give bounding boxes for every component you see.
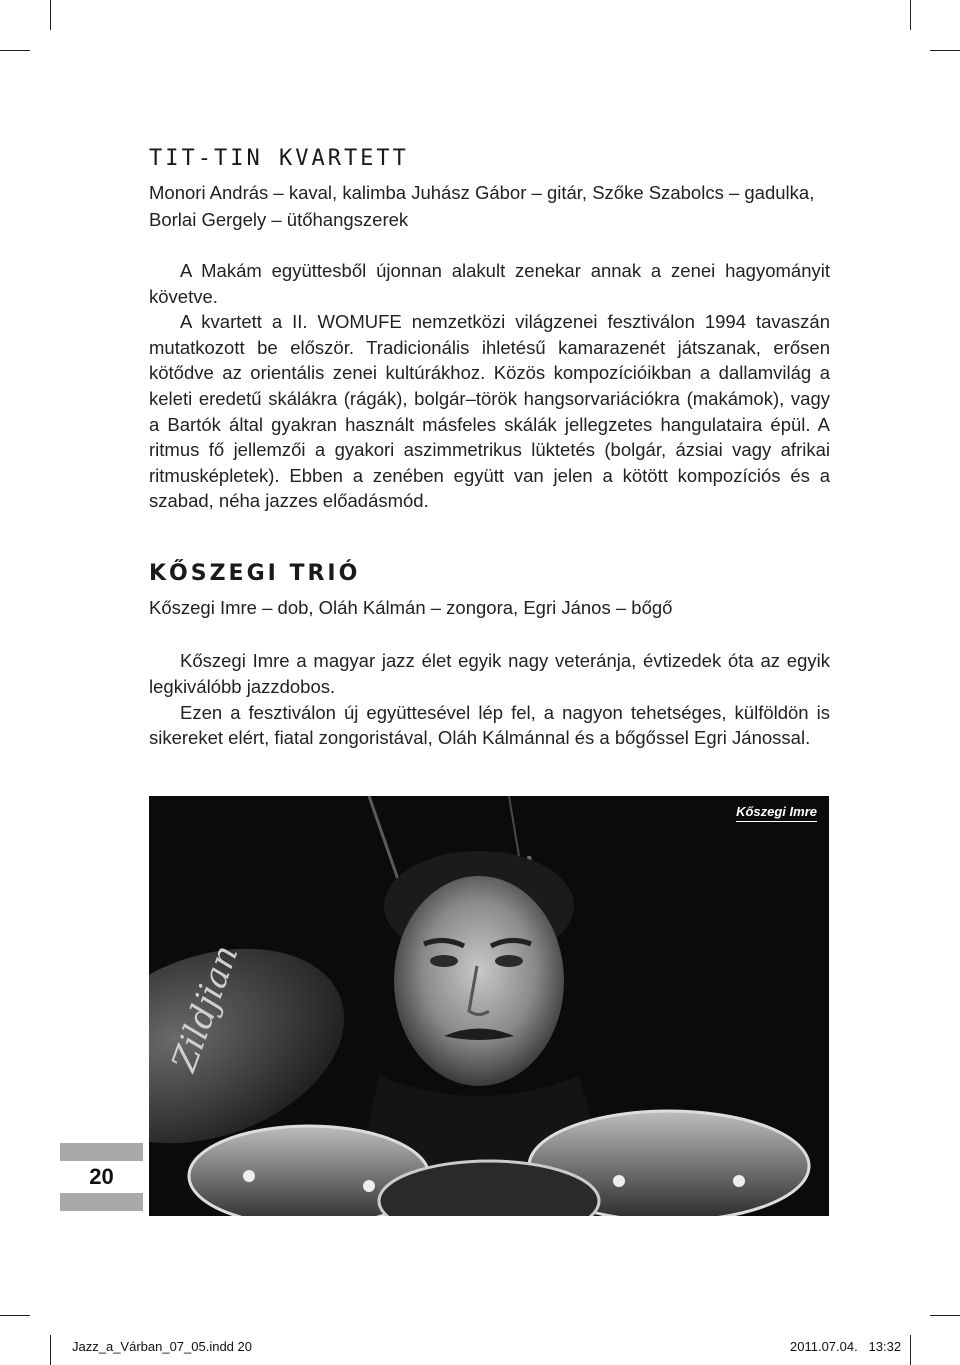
crop-mark	[50, 1335, 51, 1365]
band-members: Monori András – kaval, kalimba Juhász Gábor – gitár, Szőke Szabolcs – gadulka, Borlai Gergely – ütőhangszerek	[149, 182, 815, 230]
crop-mark	[0, 1315, 30, 1316]
paragraph: Kőszegi Imre a magyar jazz élet egyik nagy veteránja, évtizedek óta az egyik legkiválóbb jazzdobos.	[149, 650, 830, 697]
section-title-tittin: TIT-TIN KVARTETT	[149, 146, 409, 171]
crop-mark	[910, 1335, 911, 1365]
section-body	[149, 648, 830, 751]
photo-caption: Kőszegi Imre	[736, 804, 817, 822]
paragraph: A kvartett a II. WOMUFE nemzetközi világzenei fesztiválon 1994 tavaszán mutatkozott be először. Tradicionális ihletésű kamarazenét játszanak, erősen kötődve az orientális zenei kultúrákhoz. Közös kompozícióikban a dallamvilág a keleti eredetű skálákra (rágák), bolgár–török hangsorvariációkra (makámok), vagy a Bartók által gyakran használt másfeles skálák jellegzetes hangulataira épül. A ritmus fő jellemzői a gyakori aszimmetrikus lüktetés (bolgár, ázsiai vagy afrikai ritmusképletek). Ebben a zenében együtt van jelen a kötött kompozíciós és a szabad, néha jazzes előadásmód.	[149, 311, 830, 512]
paragraph: Ezen a fesztiválon új együttesével lép fel, a nagyon tehetséges, külföldön is sikereket elért, fiatal zongoristával, Oláh Kálmánnal és a bőgőssel Egri Jánossal.	[149, 701, 830, 749]
band-members: Kőszegi Imre – dob, Oláh Kálmán – zongora, Egri János – bőgő	[149, 597, 673, 618]
section-title-koszegi: KŐSZEGI TRIÓ	[149, 561, 361, 586]
drummer-photo	[149, 796, 829, 1216]
photo-illustration	[149, 796, 829, 1216]
section-body	[149, 258, 830, 514]
tab-bar	[60, 1143, 143, 1161]
crop-mark	[930, 50, 960, 51]
tab-bar	[60, 1193, 143, 1211]
paragraph: A Makám együttesből újonnan alakult zenekar annak a zenei hagyományit követve.	[149, 260, 830, 307]
crop-mark	[910, 0, 911, 30]
crop-mark	[50, 0, 51, 30]
footer-filename: Jazz_a_Várban_07_05.indd 20	[72, 1339, 252, 1354]
page-number-tab	[60, 1143, 143, 1211]
cymbal-logo: Zildjian	[164, 940, 247, 1077]
footer-date: 2011.07.04. 13:32	[790, 1339, 902, 1354]
crop-mark	[0, 50, 30, 51]
crop-mark	[930, 1315, 960, 1316]
page-number: 20	[60, 1163, 143, 1191]
